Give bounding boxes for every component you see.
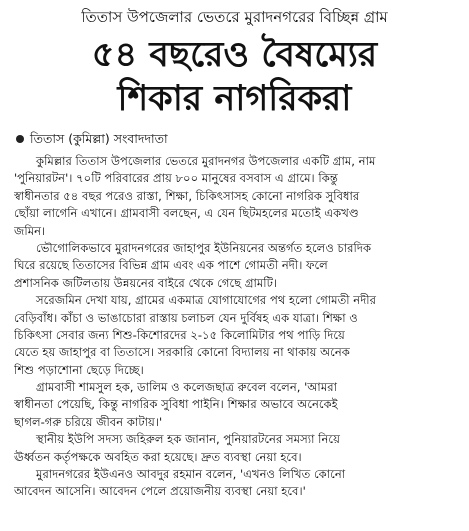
paragraph-line: ছোঁয়া লাগেনি এখানে। গ্রামবাসী বলছেন, এ যেন ছিটমহলের মতোই একখণ্ড bbox=[14, 206, 359, 221]
paragraph-line: বেড়িবাঁধ। কাঁচা ও ভাঙাচোরা রাস্তায় চলাচল যেন দুর্বিষহ এক যাত্রা। শিক্ষা ও bbox=[14, 310, 358, 325]
article-headline bbox=[14, 33, 455, 121]
article-paragraph bbox=[14, 466, 455, 501]
paragraph-line: ছাগল-গরু চরিয়ে জীবন কাটায়।' bbox=[14, 414, 163, 429]
paragraph-line: ঘিরে রয়েছে তিতাসের বিভিন্ন গ্রাম এবং এক পাশে গোমতী নদী। ফলে bbox=[14, 258, 328, 273]
byline-text: তিতাস (কুমিল্লা) সংবাদদাতা bbox=[30, 131, 168, 146]
article-paragraph bbox=[14, 379, 455, 431]
paragraph-line: চিকিৎসা সেবার জন্য শিশু-কিশোরদের ২-১৫ কিলোমিটার পথ পাড়ি দিয়ে bbox=[14, 327, 345, 342]
paragraph-line: স্বাধীনতা পেয়েছি, কিন্তু নাগরিক সুবিধা পাইনি। শিক্ষার অভাবে অনেকেই bbox=[14, 397, 338, 412]
article-kicker: তিতাস উপজেলার ভেতরে মুরাদনগরের বিচ্ছিন্ন গ্রাম bbox=[81, 8, 388, 26]
paragraph-line: প্রশাসনিক জটিলতায় উন্নয়নের বাইরে থেকে গেছে গ্রামটি। bbox=[14, 275, 278, 290]
article-paragraph bbox=[14, 431, 455, 466]
paragraph-line: স্থানীয় ইউপি সদস্য জহিরুল হক জানান, পুনিয়ারটনের সমস্যা নিয়ে bbox=[36, 432, 340, 447]
paragraph-line: স্বাধীনতার ৫৪ বছর পরেও রাস্তা, শিক্ষা, চিকিৎসাসহ কোনো নাগরিক সুবিধার bbox=[14, 188, 360, 203]
paragraph-line: আবেদন আসেনি। আবেদন পেলে প্রয়োজনীয় ব্যবস্থা নেয়া হবে।' bbox=[14, 484, 306, 499]
article-paragraph bbox=[14, 292, 455, 379]
paragraph-line: কুমিল্লার তিতাস উপজেলার ভেতরে মুরাদনগর উপজেলার একটি গ্রাম, নাম bbox=[36, 154, 376, 168]
article-paragraph bbox=[14, 153, 455, 240]
paragraph-line: সরেজমিন দেখা যায়, গ্রামের একমাত্র যোগাযোগের পথ হলো গোমতী নদীর bbox=[36, 293, 376, 308]
paragraph-line: ঊর্ধ্বতন কর্তৃপক্ষকে অবহিত করা হয়েছে। দ্রুত ব্যবস্থা নেয়া হবে। bbox=[14, 449, 302, 464]
paragraph-line: 'পুনিয়ারটন'। ৭০টি পরিবারের প্রায় ৮০০ মানুষের বসবাস এ গ্রামে। কিন্তু bbox=[14, 171, 338, 186]
paragraph-line: জমিন। bbox=[14, 223, 46, 238]
paragraph-line: ভৌগোলিকভাবে মুরাদনগরের জাহাপুর ইউনিয়নের অন্তর্গত হলেও চারদিক bbox=[36, 240, 372, 255]
paragraph-line: শিশু পড়াশোনা ছেড়ে দিচ্ছে। bbox=[14, 362, 144, 377]
paragraph-line: মুরাদনগরের ইউএনও আবদুর রহমান বলেন, 'এখনও লিখিত কোনো bbox=[36, 467, 346, 482]
bullet-icon bbox=[16, 135, 24, 143]
article-paragraph bbox=[14, 240, 455, 292]
paragraph-line: যেতে হয় জাহাপুর বা তিতাসে। সরকারি কোনো বিদ্যালয় না থাকায় অনেক bbox=[14, 345, 350, 360]
article-body bbox=[14, 153, 455, 501]
paragraph-line: গ্রামবাসী শামসুল হক, ডালিম ও কলেজছাত্র রুবেল বলেন, 'আমরা bbox=[36, 380, 337, 395]
headline-line: শিকার নাগরিকরা bbox=[117, 79, 352, 119]
headline-line: ৫৪ বছরেও বৈষম্যের bbox=[91, 35, 378, 75]
article-byline bbox=[14, 131, 455, 147]
